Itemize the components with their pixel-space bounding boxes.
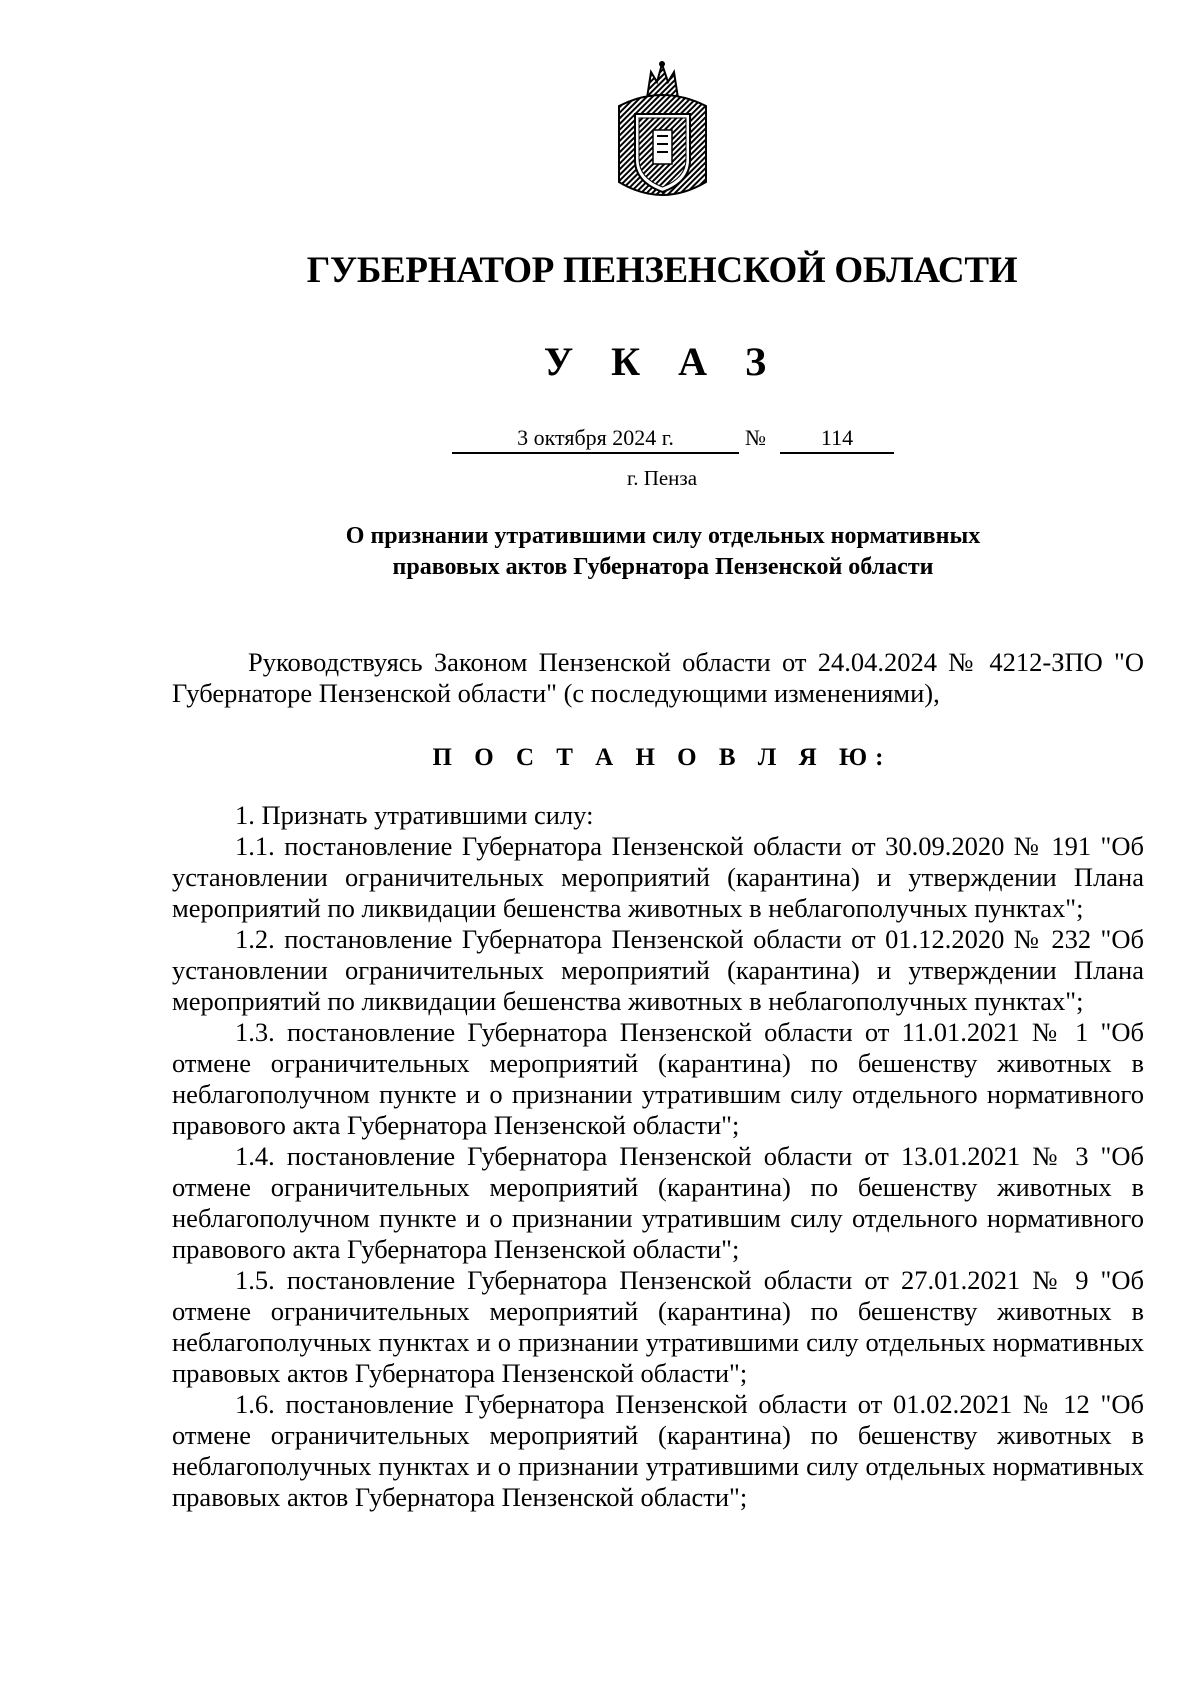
coat-of-arms-icon [605, 58, 720, 208]
list-item: 1.6. постановление Губернатора Пензенской области от 01.02.2021 № 12 "Об отмене ограничительных мероприятий (карантина) по бешенству животных в неблагополучных пунктах и о признании утратившими силу отдельных нормативных правовых актов Губернатора Пензенской области"; [172, 1389, 1144, 1512]
list-item: 1.2. постановление Губернатора Пензенской области от 01.12.2020 № 232 "Об установлении ограничительных мероприятий (карантина) и утверждении Плана мероприятий по ликвидации бешенства животных в неблагополучных пунктах"; [172, 924, 1144, 1016]
preamble-text: Руководствуясь Законом Пензенской области от 24.04.2024 № 4212-ЗПО "О Губернаторе Пензенской области" (с последующими изменениями), [172, 647, 1144, 708]
list-item: 1.1. постановление Губернатора Пензенской области от 30.09.2020 № 191 "Об установлении ограничительных мероприятий (карантина) и утверждении Плана мероприятий по ликвидации бешенства животных в неблагополучных пунктах"; [172, 831, 1144, 923]
issuing-authority: ГУБЕРНАТОР ПЕНЗЕНСКОЙ ОБЛАСТИ [306, 250, 1018, 291]
decree-number: 114 [780, 424, 894, 454]
document-type: У К А З [543, 339, 781, 384]
city: г. Пенза [626, 466, 698, 490]
preamble [172, 647, 1144, 709]
document-title [270, 521, 1056, 583]
list-item: 1.5. постановление Губернатора Пензенской области от 27.01.2021 № 9 "Об отмене ограничительных мероприятий (карантина) по бешенству животных в неблагополучных пунктах и о признании утратившими силу отдельных нормативных правовых актов Губернатора Пензенской области"; [172, 1265, 1144, 1388]
title-line-1: О признании утратившими силу отдельных нормативных [345, 523, 981, 549]
list-item: 1.4. постановление Губернатора Пензенской области от 13.01.2021 № 3 "Об отмене ограничительных мероприятий (карантина) по бешенству животных в неблагополучном пункте и о признании утратившим силу отдельного нормативного правового акта Губернатора Пензенской области"; [172, 1141, 1144, 1264]
list-item: 1.3. постановление Губернатора Пензенской области от 11.01.2021 № 1 "Об отмене ограничительных мероприятий (карантина) по бешенству животных в неблагополучном пункте и о признании утратившим силу отдельного нормативного правового акта Губернатора Пензенской области"; [172, 1017, 1144, 1140]
decree-date: 3 октября 2024 г. [452, 424, 739, 454]
decree-items [172, 800, 1144, 1513]
title-line-2: правовых актов Губернатора Пензенской области [392, 554, 934, 580]
decree-word: П О С Т А Н О В Л Я Ю: [432, 744, 892, 771]
number-sign: № [745, 425, 766, 450]
list-item: 1. Признать утратившими силу: [235, 800, 594, 830]
